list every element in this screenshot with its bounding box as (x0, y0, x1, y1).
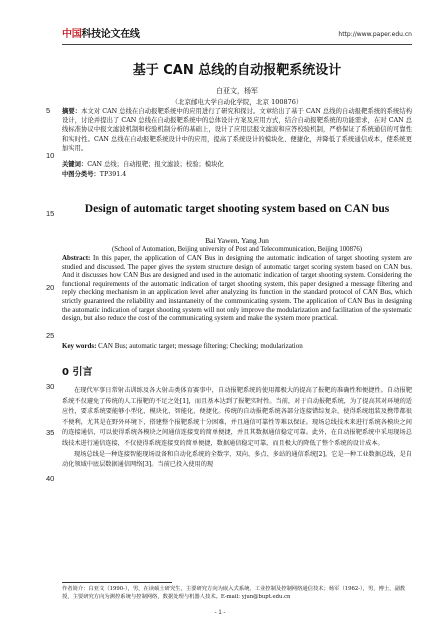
cn-keywords-text: CAN 总线；自动报靶；报文滤波；校验；模块化 (87, 161, 224, 168)
cn-title: 基于 CAN 总线的自动报靶系统设计 (132, 63, 342, 78)
logo-main: 科技论文在线 (81, 29, 140, 40)
intro-body (62, 386, 412, 471)
line-number: 30 (46, 382, 55, 391)
cn-classification (62, 170, 412, 179)
en-title: Design of automatic target shooting system based on CAN bus (84, 203, 390, 215)
section-heading: 0 引言 (62, 367, 93, 378)
header-url[interactable]: http://www.paper.edu.cn (338, 31, 412, 38)
cn-abstract-label: 摘要： (62, 108, 82, 115)
en-abstract-text: In this paper, the application of CAN Bus in designing the automatic indication of target shooting system are studied and discussed. The paper gives the system structure design of automatic target scoring system based on CAN bus. And it discusses how CAN Bus are designed and used in the automatic indication of target shooting system. Considering the functional requirements of the automatic indication of target shooting system, this paper designed a message filtering and reply checking mechanism in an application level after analyzing its function in the standard protocol of CAN Bus, which strictly guaranteed the reliability and instantaneity of the communicating system. The application of CAN Bus in designing the automatic indication of target shooting system will not only improve the modularization and facilitation of the systematic design, but also reduce the cost of the communicating system and make the system more practical. (62, 254, 412, 323)
logo-prefix: 中国 (62, 29, 82, 40)
line-number: 40 (46, 474, 55, 483)
en-keywords (62, 342, 412, 351)
cn-affiliation: （北京邮电大学自动化学院，北京 100876） (171, 98, 303, 106)
cn-abstract (62, 107, 412, 153)
author-footnote: 作者简介：白亚文（1990-），男，在读硕士研究生，主要研究方向为嵌入式系统、工业控制及控制网络通信技术；杨军（1962-），男，博士，副教授，主要研究方向为测控系统与控制网络，数据处理与机器人技术。E-mail: yjun@bupt.edu.cn (62, 586, 406, 600)
cn-authors: 白亚文，杨军 (216, 87, 258, 95)
intro-paragraph: 现场总线是一种连接智能现场设备和自动化系统的全数字、双向、多点、多站的通信系统[2]。它是一种工业数据总线，是自动化领域中底层数据通信网络[3]。当前已投入使用的现 (62, 450, 412, 469)
en-affiliation: (School of Automation, Beijing university of Post and Telecommunication, Beijing 100876) (111, 246, 363, 253)
cn-abstract-text: 本文对 CAN 总线在自动报靶系统中的应用进行了研究和探讨。文章给出了基于 CAN 总线的自动报靶系统的系统结构设计，讨论并提出了 CAN 总线在自动报靶系统中的总体设计方案及应用方式，结合自动报靶系统的功能需求，在对 CAN 总线标准协议中报文滤波机制和校验机制分析的基础上，设计了应用层报文滤波和应答校验机制，严格保证了系统通信的可靠性和实时性。CAN 总线在自动报靶系统设计中的应用，提高了系统设计的模块化、便捷化，并降低了系统通信成本，使系统更加实用。 (62, 108, 412, 152)
en-keywords-text: CAN Bus; automatic target; message filtering; Checking; modularization (98, 342, 303, 350)
line-number: 35 (46, 428, 55, 437)
journal-logo (62, 28, 140, 42)
line-number: 15 (46, 209, 55, 218)
cn-class-label: 中图分类号： (62, 171, 100, 178)
en-abstract-label: Abstract: (62, 254, 91, 262)
line-number: 5 (46, 106, 51, 115)
en-abstract (62, 254, 412, 323)
cn-class-text: TP391.4 (99, 171, 127, 178)
intro-paragraph: 在现代军事日常射击训练及各大射击类体育赛事中，自动报靶系统的使用都极大的提高了报靶的准确性和便捷性。自动报靶系统不仅避免了传统的人工报靶的不足之处[1]，而且基本达到了报靶实时性。当前，对于自动报靶系统，为了提高其对环境的适应性，要求系统要能够小型化、模块化、智能化、便捷化。传统的自动报靶系统各部分连接错综复杂，使得系统组装及携带都很不便利，尤其是在野外环境下，搭建整个报靶系统十分困难，并且通信可靠性等难以保证。现场总线技术来进行系统各模块之间的连接通信，可以使得系统各模块之间通信连接变的简单便捷，并且其数据通信稳定可靠。此外，在自动报靶系统中采用现场总线技术进行通信连接，不仅使得系统连接变的简单便捷，数据通信稳定可靠，而且极大的降低了整个系统的设计成本。 (62, 387, 412, 447)
line-number: 10 (46, 151, 55, 160)
line-number: 25 (46, 331, 55, 340)
footnote-divider (62, 582, 172, 583)
cn-keywords-label: 关键词： (62, 161, 88, 168)
en-keywords-label: Key words: (62, 342, 97, 350)
page-header (62, 28, 412, 45)
line-number: 20 (46, 283, 55, 292)
en-authors: Bai Yawen, Yang Jun (205, 236, 269, 245)
cn-keywords (62, 160, 412, 169)
page-number: - 1 - (214, 610, 226, 616)
